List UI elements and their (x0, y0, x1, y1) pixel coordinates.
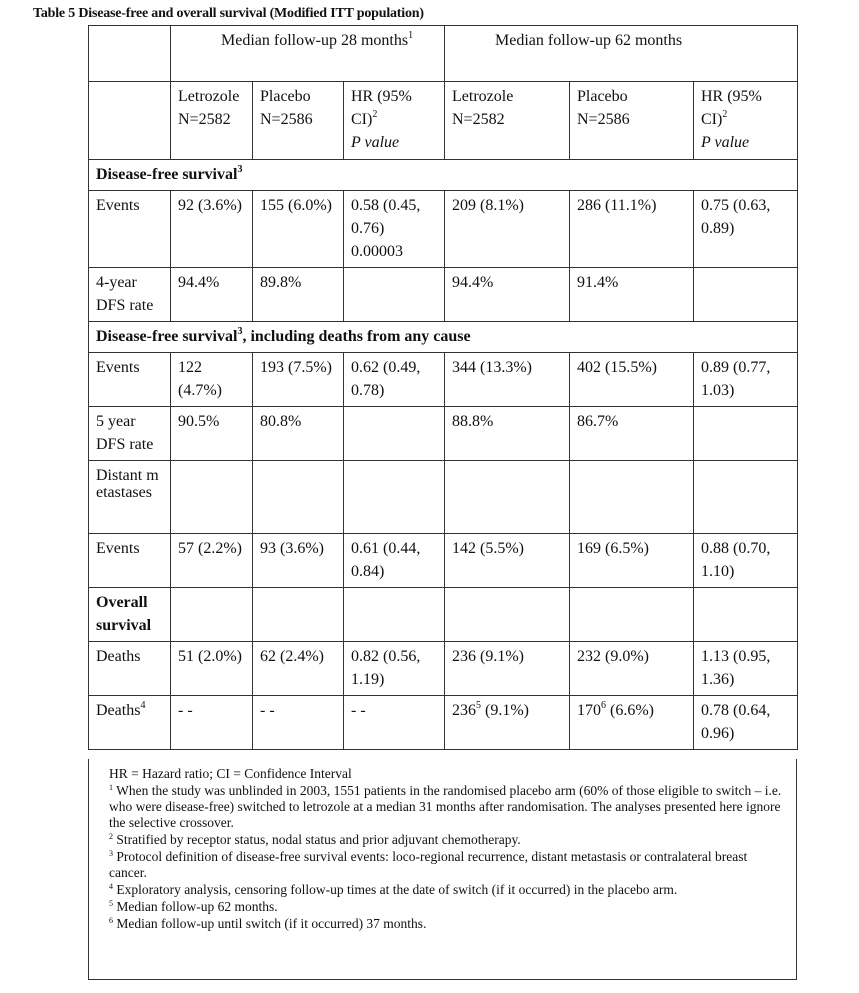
cell-hr-62 (694, 407, 798, 461)
table-row (89, 696, 798, 750)
cell-placebo-28: 89.8% (253, 268, 344, 322)
cell-placebo-28: 62 (2.4%) (253, 642, 344, 696)
footnote-5: $^5$ Median follow-up 62 months. (109, 899, 278, 914)
cell-hr-28: 0.62 (0.49, 0.78) (344, 353, 445, 407)
empty-cell (445, 588, 570, 642)
row-label: Deaths$^4$ (89, 696, 171, 750)
row-label: 5 year DFS rate (89, 407, 171, 461)
cell-placebo-62: 232 (9.0%) (570, 642, 694, 696)
cell-placebo-28: 155 (6.0%) (253, 191, 344, 268)
cell-placebo-28: 193 (7.5%) (253, 353, 344, 407)
row-label: Events (89, 353, 171, 407)
row-label: Deaths (89, 642, 171, 696)
cell-placebo-62: 91.4% (570, 268, 694, 322)
cell-hr-62: 0.88 (0.70, 1.10) (694, 534, 798, 588)
empty-cell (344, 588, 445, 642)
empty-header-cell (89, 26, 171, 82)
footnote-6: $^6$ Median follow-up until switch (if it occurred) 37 months. (109, 916, 427, 931)
cell-letrozole-28: 122 (4.7%) (171, 353, 253, 407)
footnote-4: $^4$ Exploratory analysis, censoring follow-up times at the date of switch (if it occurred) in the placebo arm. (109, 882, 678, 897)
section-dfs-including-deaths: Disease-free survival$^3$, including deaths from any cause (89, 322, 798, 353)
row-label: Overall survival (89, 588, 171, 642)
cell-letrozole-62: $236^5$ (9.1%) (445, 696, 570, 750)
empty-cell (171, 461, 253, 534)
header-followup-28: Median follow-up 28 months$^1$ (171, 26, 445, 82)
col-hr-28: HR (95% CI)$^2$ P value (344, 82, 445, 160)
cell-hr-62: 0.89 (0.77, 1.03) (694, 353, 798, 407)
cell-letrozole-62: 142 (5.5%) (445, 534, 570, 588)
cell-placebo-62: 86.7% (570, 407, 694, 461)
cell-placebo-28: 80.8% (253, 407, 344, 461)
cell-letrozole-62: 209 (8.1%) (445, 191, 570, 268)
empty-cell (570, 461, 694, 534)
col-letrozole-28: Letrozole N=2582 (171, 82, 253, 160)
cell-hr-28: 0.58 (0.45, 0.76) 0.00003 (344, 191, 445, 268)
cell-letrozole-28: 92 (3.6%) (171, 191, 253, 268)
cell-placebo-62: 286 (11.1%) (570, 191, 694, 268)
empty-cell (344, 461, 445, 534)
footnote-abbreviations: HR = Hazard ratio; CI = Confidence Interval (109, 766, 352, 781)
cell-letrozole-62: 94.4% (445, 268, 570, 322)
col-letrozole-62: Letrozole N=2582 (445, 82, 570, 160)
empty-cell (694, 588, 798, 642)
cell-placebo-62: 169 (6.5%) (570, 534, 694, 588)
section-disease-free-survival: Disease-free survival$^3$ (89, 160, 798, 191)
table-row (89, 534, 798, 588)
table-row (89, 353, 798, 407)
cell-hr-28: 0.61 (0.44, 0.84) (344, 534, 445, 588)
cell-hr-62 (694, 268, 798, 322)
table-row (89, 642, 798, 696)
col-placebo-62: Placebo N=2586 (570, 82, 694, 160)
cell-hr-28 (344, 268, 445, 322)
cell-placebo-28: - - (253, 696, 344, 750)
cell-hr-28: - - (344, 696, 445, 750)
row-label: Events (89, 191, 171, 268)
header-group-row (89, 26, 798, 82)
footnote-3: $^3$ Protocol definition of disease-free survival events: loco-regional recurrence, distant metastasis or contralateral breast cancer. (109, 849, 748, 880)
cell-placebo-28: 93 (3.6%) (253, 534, 344, 588)
table-row (89, 461, 798, 534)
cell-letrozole-62: 236 (9.1%) (445, 642, 570, 696)
empty-cell (171, 588, 253, 642)
row-label: Distant metastases (89, 461, 171, 534)
col-hr-62: HR (95% CI)$^2$ P value (694, 82, 798, 160)
cell-letrozole-62: 344 (13.3%) (445, 353, 570, 407)
cell-hr-62: 0.75 (0.63, 0.89) (694, 191, 798, 268)
table-row (89, 407, 798, 461)
row-label: 4-year DFS rate (89, 268, 171, 322)
cell-placebo-62: $170^6$ (6.6%) (570, 696, 694, 750)
cell-letrozole-28: 57 (2.2%) (171, 534, 253, 588)
empty-cell (694, 461, 798, 534)
cell-hr-62: 1.13 (0.95, 1.36) (694, 642, 798, 696)
table-row (89, 191, 798, 268)
empty-cell (445, 461, 570, 534)
cell-hr-62: 0.78 (0.64, 0.96) (694, 696, 798, 750)
cell-letrozole-28: 94.4% (171, 268, 253, 322)
empty-cell (253, 461, 344, 534)
col-placebo-28: Placebo N=2586 (253, 82, 344, 160)
cell-hr-28 (344, 407, 445, 461)
row-label: Events (89, 534, 171, 588)
table-row (89, 588, 798, 642)
header-columns-row (89, 82, 798, 160)
cell-letrozole-28: 90.5% (171, 407, 253, 461)
footnote-2: $^2$ Stratified by receptor status, nodal status and prior adjuvant chemotherapy. (109, 832, 521, 847)
empty-cell (253, 588, 344, 642)
survival-table (88, 25, 798, 750)
cell-placebo-62: 402 (15.5%) (570, 353, 694, 407)
cell-letrozole-62: 88.8% (445, 407, 570, 461)
empty-header-cell (89, 82, 171, 160)
cell-letrozole-28: - - (171, 696, 253, 750)
cell-letrozole-28: 51 (2.0%) (171, 642, 253, 696)
cell-hr-28: 0.82 (0.56, 1.19) (344, 642, 445, 696)
header-followup-62: Median follow-up 62 months (445, 26, 798, 82)
empty-cell (570, 588, 694, 642)
table-footnotes (88, 759, 797, 980)
table-caption: Table 5 Disease-free and overall survival (Modified ITT population) (33, 6, 424, 21)
table-row (89, 268, 798, 322)
footnote-1: $^1$ When the study was unblinded in 2003, 1551 patients in the randomised placebo arm (60% of those eligible to switch – i.e. who were disease-free) switched to letrozole at a median 31 months after randomisation. The analyses presented here ignore the selective crossover. (109, 783, 782, 830)
